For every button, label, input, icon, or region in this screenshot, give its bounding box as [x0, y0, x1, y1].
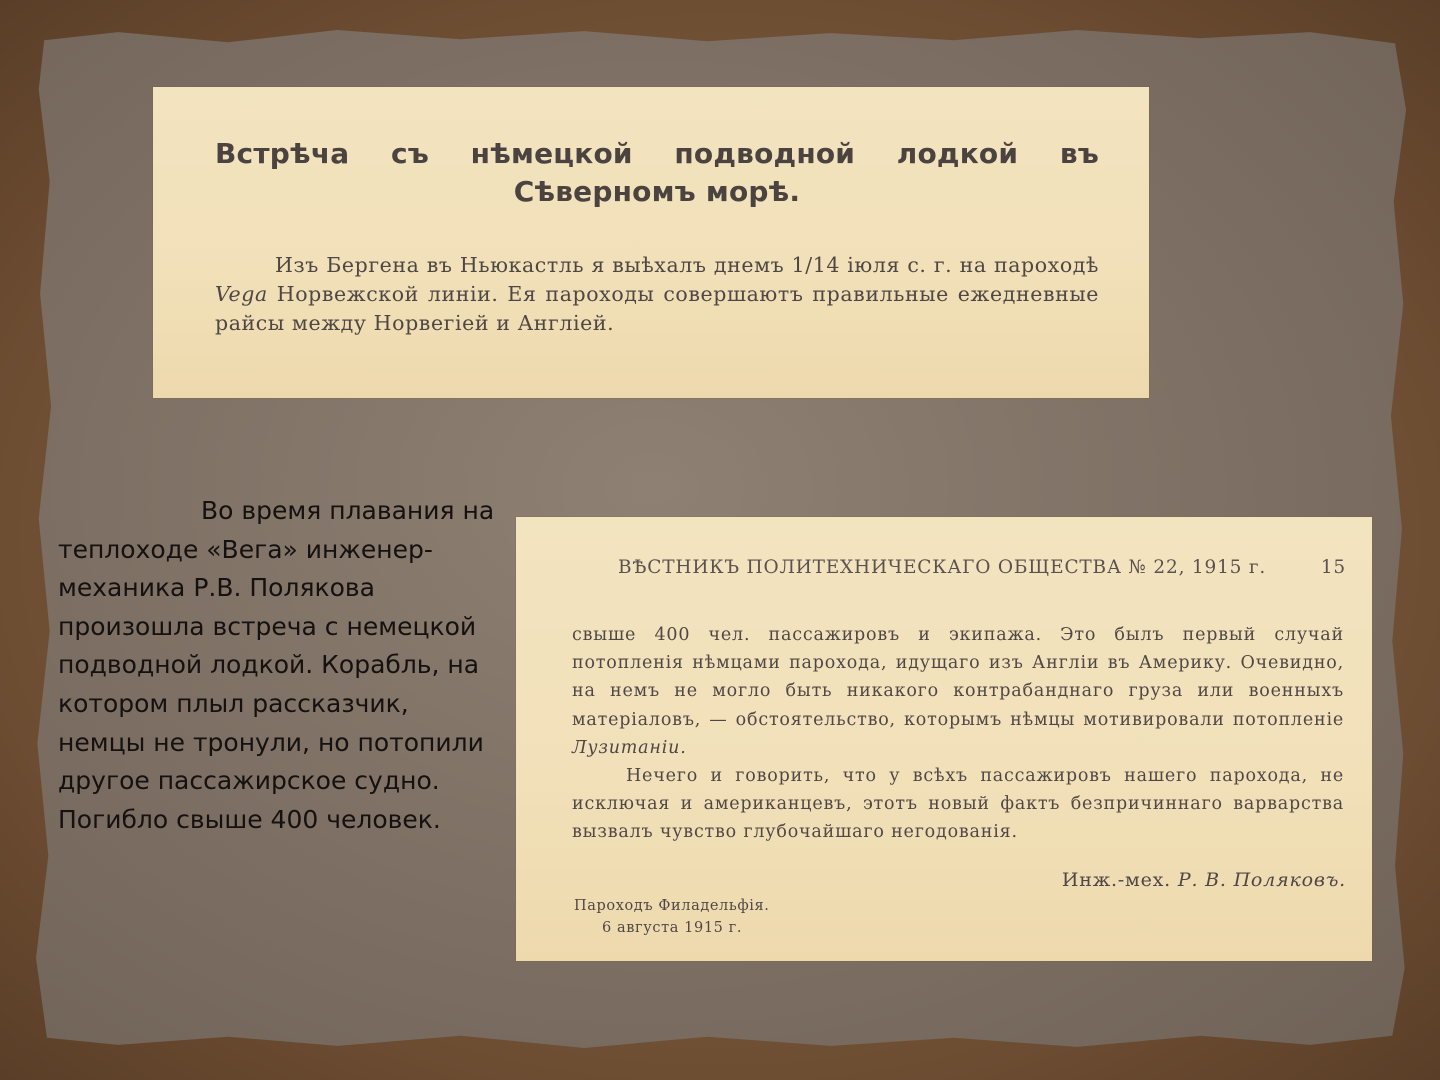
- journal-header: [618, 557, 1346, 578]
- caption-text: Во время плавания на теплоходе «Вега» инженер-механика Р.В. Полякова произошла встреча с немецкой подводной лодкой. Корабль, на котором плыл рассказчик, немцы не тронули, но потопили другое пассажирское судно. Погибло свыше 400 человек.: [58, 496, 495, 834]
- page-number: 15: [1320, 557, 1346, 578]
- clipping-text-before: Изъ Бергена въ Ньюкастль я выѣхалъ днемъ 1/14 іюля с. г. на пароходѣ: [275, 253, 1099, 277]
- signature-role: Инж.-мех.: [1061, 869, 1172, 891]
- slide-caption: [58, 492, 498, 839]
- signature: [986, 869, 1346, 891]
- paragraph-1: [572, 621, 1344, 762]
- clipping-paragraph: [215, 251, 1099, 338]
- dateline-place: Пароходъ Филадельфія.: [574, 898, 770, 914]
- ship-name: Vega: [215, 282, 268, 306]
- signature-name: Р. В. Поляковъ.: [1177, 869, 1346, 891]
- clipping-text-after: Норвежской линіи. Ея пароходы совершаютъ правильные ежедневные райсы между Норвегіей и Англіей.: [215, 282, 1099, 335]
- paragraph-1-text: свыше 400 чел. пассажировъ и экипажа. Это былъ первый случай потопленія нѣмцами парохода, идущаго изъ Англіи въ Америку. Очевидно, на немъ не могло быть никакого контрабанднаго груза или военныхъ матеріаловъ, — обстоятельство, которымъ нѣмцы мотивировали потопленіе: [572, 625, 1344, 730]
- dateline: [574, 895, 770, 939]
- clipping-body: [572, 621, 1344, 847]
- lusitania-name: Лузитаніи.: [572, 737, 687, 758]
- newspaper-clipping-top: [153, 87, 1149, 398]
- journal-title: ВѢСТНИКЪ ПОЛИТЕХНИЧЕСКАГО ОБЩЕСТВА № 22, 1915 г.: [618, 557, 1267, 578]
- newspaper-clipping-bottom: [516, 517, 1372, 961]
- clipping-headline: Встрѣча съ нѣмецкой подводной лодкой въ Сѣверномъ морѣ.: [215, 137, 1099, 208]
- dateline-date: 6 августа 1915 г.: [602, 920, 743, 936]
- paragraph-2-text: Нечего и говорить, что у всѣхъ пассажировъ нашего парохода, не исключая и американцевъ, этотъ новый фактъ безпричиннаго варварства вызвалъ чувство глубочайшаго негодованія.: [572, 766, 1344, 843]
- paragraph-2: [572, 762, 1344, 847]
